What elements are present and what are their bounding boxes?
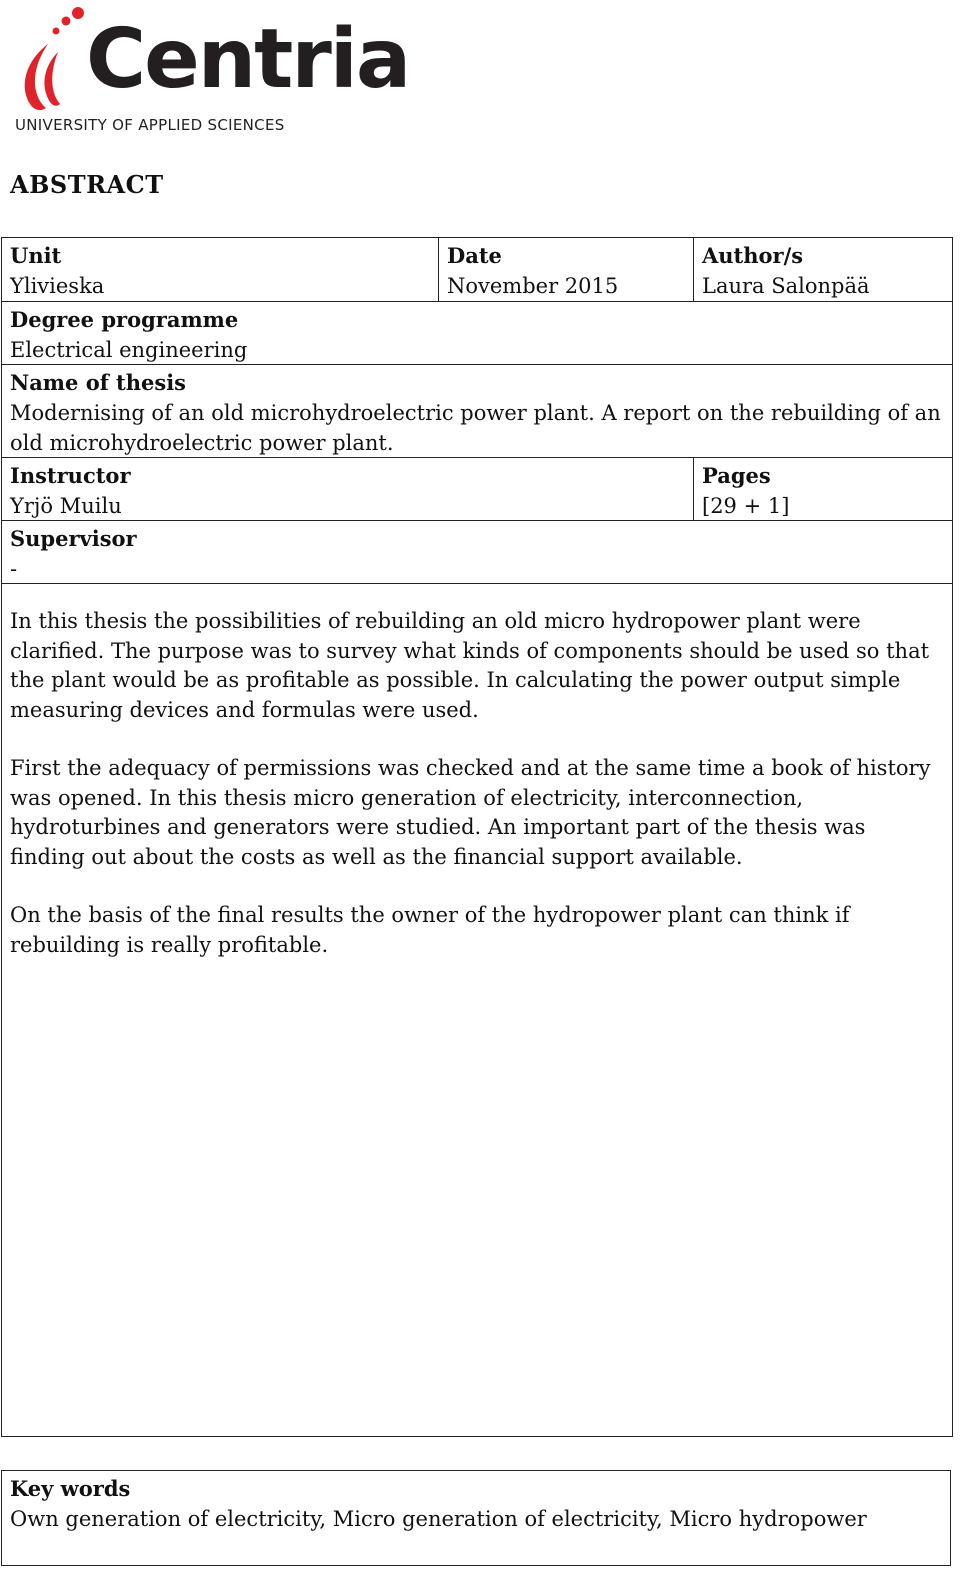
unit-value: Ylivieska — [10, 274, 105, 298]
abstract-paragraph: On the basis of the final results the owner of the hydropower plant can think if rebuilding is really profitable. — [10, 903, 850, 957]
keywords-label: Key words — [10, 1476, 131, 1501]
info-row-thesis-name — [2, 365, 952, 458]
page-title: ABSTRACT — [10, 170, 164, 199]
abstract-body — [1, 580, 953, 1437]
pages-cell — [693, 458, 952, 520]
supervisor-cell — [2, 521, 952, 583]
keywords-box — [1, 1470, 951, 1566]
abstract-paragraph: In this thesis the possibilities of rebuilding an old micro hydropower plant were clarified. The purpose was to survey what kinds of components should be used so that the plant would be as profitable as possible. In calculating the power output simple measuring devices and formulas were used. — [10, 609, 930, 722]
date-value: November 2015 — [447, 274, 619, 298]
info-row-degree — [2, 302, 952, 365]
instructor-value: Yrjö Muilu — [10, 494, 122, 518]
degree-label: Degree programme — [10, 307, 239, 332]
author-label: Author/s — [702, 243, 804, 268]
logo-wordmark: Centria — [86, 12, 410, 107]
centria-logo-mark — [10, 4, 90, 114]
author-cell — [693, 238, 952, 301]
instructor-label: Instructor — [10, 463, 131, 488]
degree-value: Electrical engineering — [10, 338, 248, 362]
thesis-name-value: Modernising of an old microhydroelectric power plant. A report on the rebuilding of an old microhydroelectric power plant. — [10, 401, 941, 455]
keywords-value: Own generation of electricity, Micro generation of electricity, Micro hydropower — [10, 1507, 867, 1531]
date-cell — [438, 238, 693, 301]
thesis-name-cell — [2, 365, 952, 457]
info-row-instructor-pages — [2, 458, 952, 521]
logo-tagline: UNIVERSITY OF APPLIED SCIENCES — [15, 116, 285, 134]
date-label: Date — [447, 243, 502, 268]
abstract-paragraph: First the adequacy of permissions was checked and at the same time a book of history was opened. In this thesis micro generation of electricity, interconnection, hydroturbines and generators were studied. An important part of the thesis was finding out about the costs as well as the financial support available. — [10, 756, 931, 869]
supervisor-value: - — [10, 557, 18, 581]
thesis-info-table — [1, 237, 953, 584]
info-row-supervisor — [2, 521, 952, 584]
centria-logo — [10, 4, 410, 136]
info-row-unit-date-author — [2, 238, 952, 302]
unit-cell — [2, 238, 438, 301]
thesis-name-label: Name of thesis — [10, 370, 186, 395]
instructor-cell — [2, 458, 693, 520]
author-value: Laura Salonpää — [702, 274, 870, 298]
pages-label: Pages — [702, 463, 771, 488]
supervisor-label: Supervisor — [10, 526, 137, 551]
pages-value: [29 + 1] — [702, 494, 790, 518]
unit-label: Unit — [10, 243, 62, 268]
degree-cell — [2, 302, 952, 364]
